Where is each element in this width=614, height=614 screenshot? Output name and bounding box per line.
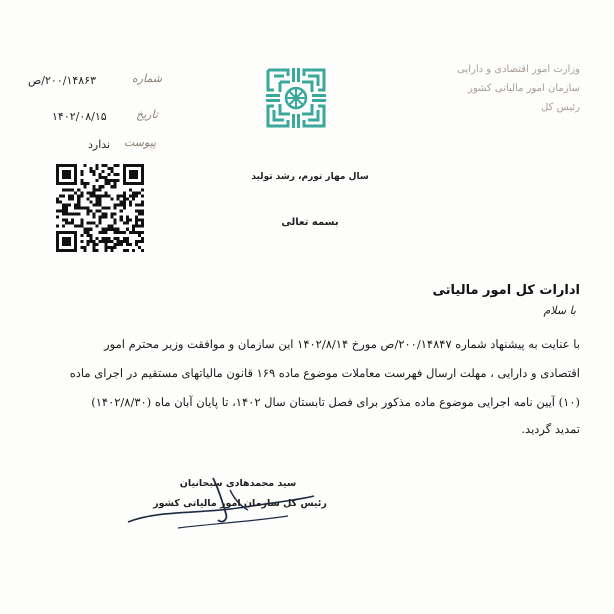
body-line: تمدید گردید. (521, 422, 580, 436)
letterhead-line-title: رئیس کل (541, 102, 580, 113)
body-line: با عنایت به پیشنهاد شماره ۲۰۰/۱۴۸۴۷/ص مورخ ۱۴۰۲/۸/۱۴ این سازمان و موافقت وزیر محترم امور (104, 337, 580, 351)
attachment-value: ندارد (88, 138, 111, 151)
attachment-label: پیوست (124, 136, 157, 149)
body-line: (۱۰) آیین نامه اجرایی موضوع ماده مذکور برای فصل تابستان سال ۱۴۰۲، تا پایان آبان ماه (۱۴۰۲/۸/۳۰) (91, 395, 580, 409)
qr-code-icon[interactable] (56, 164, 144, 252)
letterhead-line-ministry: وزارت امور اقتصادی و دارایی (457, 64, 580, 75)
ministry-letterhead (430, 60, 580, 117)
tax-organization-emblem-icon (262, 64, 330, 132)
body-line: اقتصادی و دارایی ، مهلت ارسال فهرست معاملات موضوع ماده ۱۶۹ قانون مالیاتهای مستقیم در اجرای ماده (69, 366, 580, 380)
greeting: با سلام (543, 304, 576, 317)
year-slogan: سال مهار تورم، رشد تولید (251, 172, 369, 182)
letter-number-label: شماره (132, 72, 163, 85)
letterhead-line-organization: سازمان امور مالیاتی کشور (468, 83, 580, 94)
basmala-heading: بسمه تعالی (281, 217, 339, 228)
letter-date-value: ۱۴۰۲/۰۸/۱۵ (52, 110, 107, 123)
signer-title: رئیس کل سازمان امور مالیاتی کشور (153, 498, 327, 509)
signer-name: سید محمدهادی سبحانیان (179, 478, 297, 489)
recipient-heading: ادارات کل امور مالیاتی (432, 283, 580, 298)
letter-date-label: تاریخ (136, 108, 158, 121)
letter-number-value: ۲۰۰/۱۴۸۶۳/ص (28, 74, 96, 87)
